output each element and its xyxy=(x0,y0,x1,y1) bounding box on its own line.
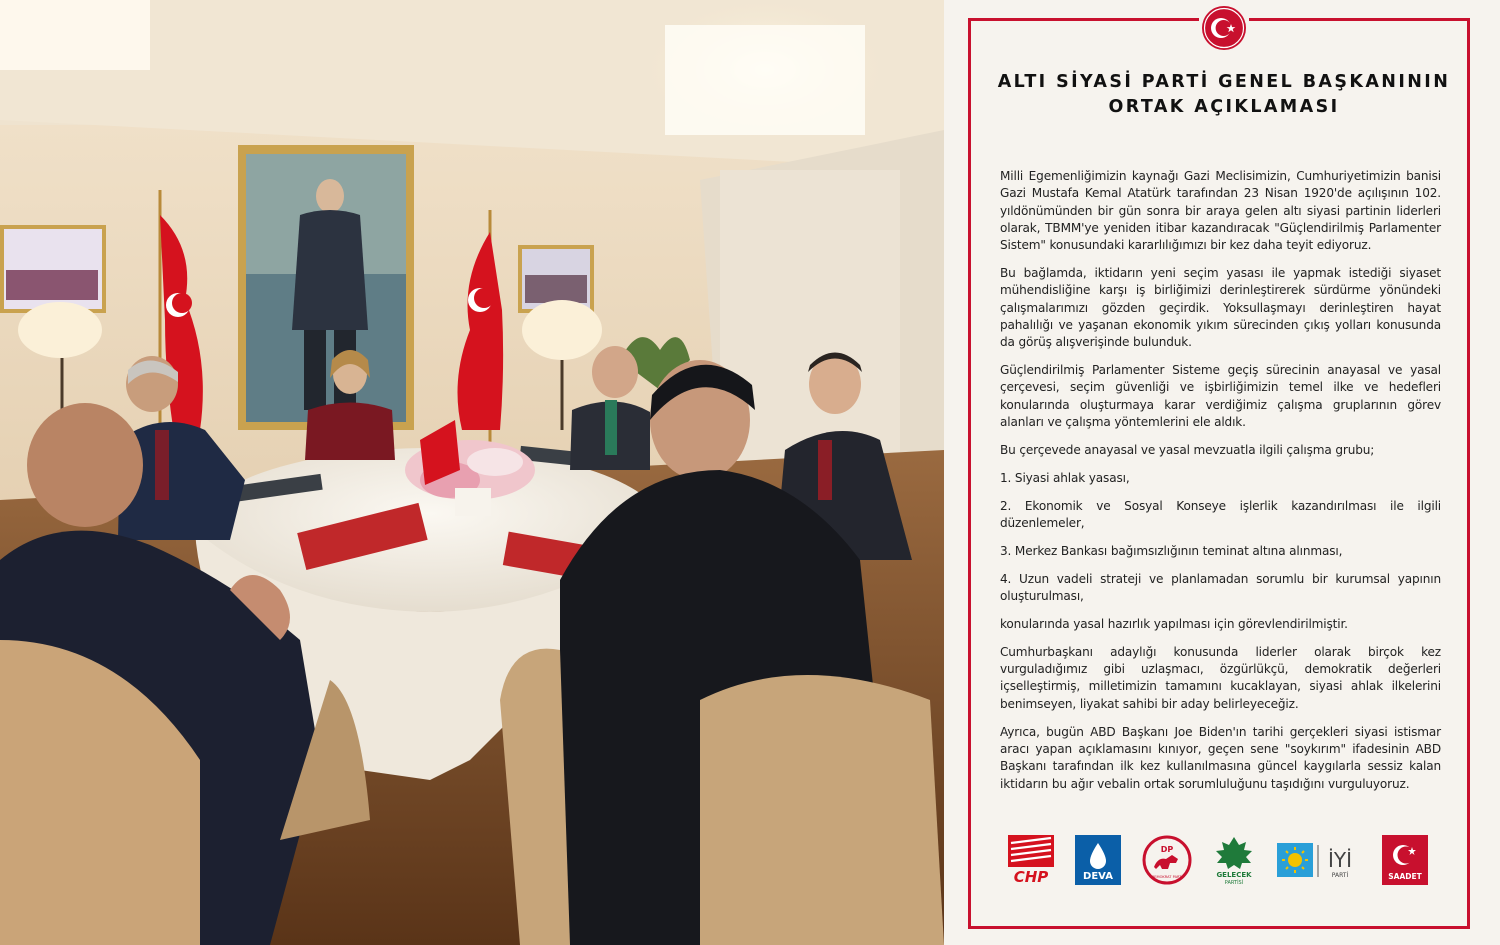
chp-logo-text: CHP xyxy=(1013,868,1049,885)
saadet-logo-text: SAADET xyxy=(1388,872,1422,881)
list-item: 3. Merkez Bankası bağımsızlığının teminat altına alınması, xyxy=(1000,543,1343,558)
dp-logo-subtext: DEMOKRAT PARTİ xyxy=(1151,875,1183,879)
crescent-star-icon xyxy=(1200,4,1248,52)
paragraph: konularında yasal hazırlık yapılması için görevlendirilmiştir. xyxy=(1000,616,1348,631)
paragraph: Bu bağlamda, iktidarın yeni seçim yasası ile yapmak istediği siyaset mühendisliğine karşı iş birliğimizi derinleştirerek sürdürme yönündeki çalışmalarımızı gözden geçirdik. Yoksullaşmayı derinleştiren hayat pahalılığı ve yaşanan ekonomik yıkım sürecinden çıkış yolları konusunda da görüş alışverişinde bulunduk. xyxy=(1000,266,1441,350)
saadet-logo xyxy=(1382,833,1428,887)
paragraph: Milli Egemenliğimizin kaynağı Gazi Meclisimizin, Cumhuriyetimizin banisi Gazi Mustafa Kemal Atatürk tarafından 23 Nisan 1920'de açılışının 102. yıldönümünden bir gün sonra bir araya gelen altı siyasi partinin liderleri olarak, TBMM'ye yeniden itibar kazandıracak "Güçlendirilmiş Parlamenter Sistem" konusundaki kararlılığımızı bir kez daha teyit ediyoruz. xyxy=(1000,169,1441,253)
paragraph: Ayrıca, bugün ABD Başkanı Joe Biden'ın tarihi gerçekleri siyasi istismar aracı yapan açıklamasını kınıyor, geçen sene "soykırım" ifadesinin ABD Başkanı tarafından ilk kez kullanılmasına güncel kaygılarla sessiz kalan iktidarın bu ağır vebalin ortak sorumluluğunu taşıdığını vurguluyoruz. xyxy=(1000,724,1441,791)
list-item: 4. Uzun vadeli strateji ve planlamadan sorumlu bir kurumsal yapının oluşturulması, xyxy=(1000,571,1441,604)
deva-logo xyxy=(1075,833,1121,887)
statement-body xyxy=(1000,168,1441,803)
iyi-logo-subtext: PARTİ xyxy=(1331,872,1349,879)
paragraph: Güçlendirilmiş Parlamenter Sisteme geçiş sürecinin anayasal ve yasal çerçevesi, seçim güvenliği ve işbirliğimizin temel ilke ve hedefleri konularında oluşturmaya karar verdiğimiz çalışma gruplarının görev alanları ve çalışma yöntemlerini ele aldık. xyxy=(1000,363,1441,430)
list-item: 1. Siyasi ahlak yasası, xyxy=(1000,470,1130,485)
title-line-2: ORTAK AÇIKLAMASI xyxy=(1108,97,1340,117)
gelecek-logo-text: GELECEK xyxy=(1216,871,1252,879)
party-logos-row xyxy=(1008,832,1428,888)
paragraph: Cumhurbaşkanı adaylığı konusunda liderler olarak birçok kez vurguladığımız gibi uzlaşmacı, özgürlükçü, demokratik değerleri içselleştirmiş, milletimizin tamamını kucaklayan, siyasi ahlak ilkelerini benimseyen, liyakat sahibi bir aday belirleyeceğiz. xyxy=(1000,644,1441,711)
turkish-flag-emblem xyxy=(1199,3,1249,53)
gelecek-logo xyxy=(1212,833,1256,887)
dp-logo xyxy=(1142,833,1192,887)
list-item: 2. Ekonomik ve Sosyal Konseye işlerlik kazandırılması ile ilgili düzenlemeler, xyxy=(1000,498,1441,531)
iyi-logo-text: İYİ xyxy=(1328,848,1353,872)
deva-logo-text: DEVA xyxy=(1082,871,1113,882)
paragraph: Bu çerçevede anayasal ve yasal mevzuatla ilgili çalışma grubu; xyxy=(1000,442,1375,457)
chp-logo xyxy=(1008,833,1054,887)
gelecek-logo-subtext: PARTİSİ xyxy=(1225,880,1244,885)
joint-statement-document xyxy=(944,0,1500,945)
statement-title xyxy=(994,70,1454,120)
title-line-1: ALTI SİYASİ PARTİ GENEL BAŞKANININ xyxy=(997,72,1451,92)
dp-logo-text: DP xyxy=(1160,845,1173,854)
iyi-logo xyxy=(1277,833,1361,887)
